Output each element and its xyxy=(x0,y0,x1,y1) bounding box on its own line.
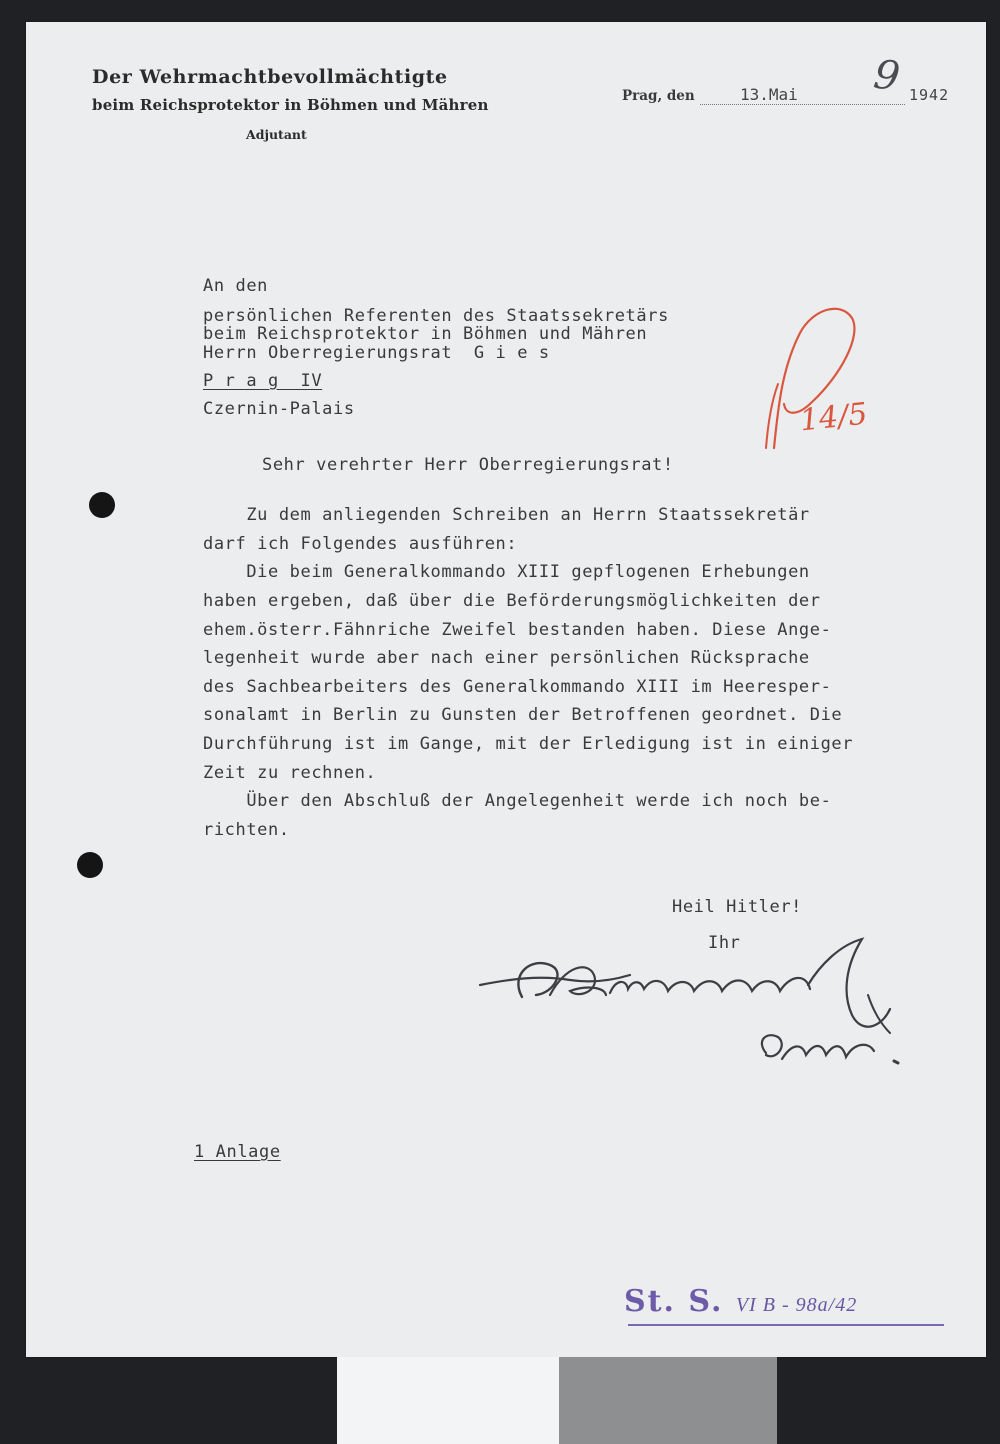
dateline xyxy=(622,86,952,108)
closing-ihr: Ihr xyxy=(708,933,741,953)
letterhead-title: Der Wehrmachtbevollmächtigte xyxy=(92,66,448,88)
handwritten-signature xyxy=(470,935,920,1105)
address-building: Czernin-Palais xyxy=(203,399,355,419)
salutation: Sehr verehrter Herr Oberregierungsrat! xyxy=(262,455,674,475)
body-line: des Sachbearbeiters des Generalkommando XIII im Heeresper- xyxy=(203,677,832,697)
body-line: Zeit zu rechnen. xyxy=(203,763,377,783)
address-city: P r a g IV xyxy=(203,371,323,391)
date-dotted-line xyxy=(700,104,905,105)
letterhead-department: Adjutant xyxy=(246,127,307,142)
stamp-prefix: St. S. xyxy=(624,1284,724,1319)
address-line-3: beim Reichsprotektor in Böhmen und Mähren xyxy=(203,324,648,344)
red-pencil-date: 14/5 xyxy=(798,396,870,439)
body-line: sonalamt in Berlin zu Gunsten der Betroffenen geordnet. Die xyxy=(203,705,843,725)
body-line: haben ergeben, daß über die Beförderungsmöglichkeiten der xyxy=(203,591,821,611)
stamp-underline xyxy=(628,1324,944,1326)
body-line: ehem.österr.Fähnriche Zweifel bestanden haben. Diese Ange- xyxy=(203,620,832,640)
scan-grey-patch xyxy=(559,1357,777,1444)
body-line: richten. xyxy=(203,820,290,840)
handwritten-day-correction: 9 xyxy=(870,51,903,101)
date-place: Prag, den xyxy=(622,88,695,104)
date-day: 13.Mai xyxy=(740,85,798,104)
body-line: darf ich Folgendes ausführen: xyxy=(203,534,518,554)
body-line: Zu dem anliegenden Schreiben an Herrn Staatssekretär xyxy=(203,505,810,525)
closing-greeting: Heil Hitler! xyxy=(672,897,803,917)
date-year: 1942 xyxy=(909,86,950,104)
punch-hole xyxy=(77,852,103,878)
enclosure-note: 1 Anlage xyxy=(194,1142,281,1162)
address-line-2: persönlichen Referenten des Staatssekretärs xyxy=(203,306,669,326)
letterhead-subtitle: beim Reichsprotektor in Böhmen und Mähren xyxy=(92,96,489,114)
address-line-4: Herrn Oberregierungsrat G i e s xyxy=(203,343,550,363)
punch-hole xyxy=(89,492,115,518)
body-line: Über den Abschluß der Angelegenheit werde ich noch be- xyxy=(203,791,832,811)
address-line-1: An den xyxy=(203,276,269,296)
scan-white-patch xyxy=(337,1357,559,1444)
body-line: legenheit wurde aber nach einer persönlichen Rücksprache xyxy=(203,648,810,668)
body-line: Die beim Generalkommando XIII gepflogenen Erhebungen xyxy=(203,562,810,582)
body-line: Durchführung ist im Gange, mit der Erledigung ist in einiger xyxy=(203,734,854,754)
stamp-reference: VI B - 98a/42 xyxy=(735,1294,858,1316)
scan-color-bar xyxy=(337,1357,777,1444)
registry-stamp xyxy=(624,1284,857,1319)
